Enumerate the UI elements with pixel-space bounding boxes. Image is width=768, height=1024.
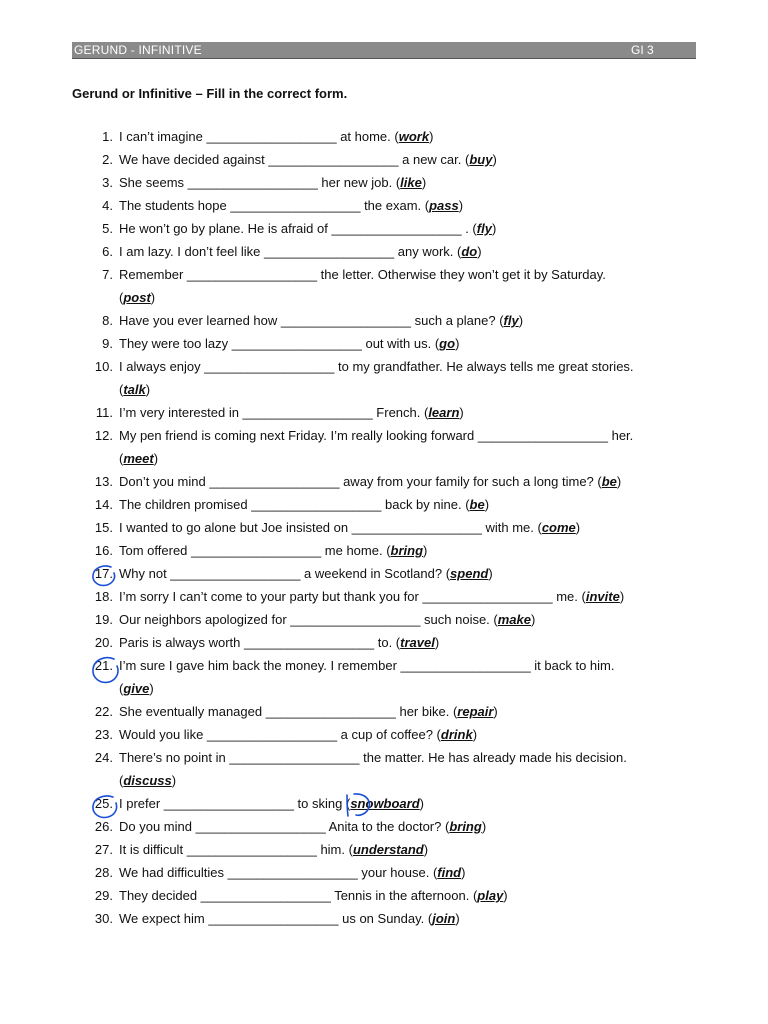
sentence-line <box>119 884 699 907</box>
exercise-item <box>0 723 768 746</box>
answer-blank[interactable]: __________________ <box>187 175 318 190</box>
exercise-item <box>0 838 768 861</box>
exercise-item <box>0 148 768 171</box>
answer-blank[interactable]: __________________ <box>477 428 608 443</box>
exercise-item <box>0 424 768 470</box>
sentence-text: the letter. Otherwise they won’t get it by Saturday. <box>317 267 606 282</box>
answer-blank[interactable]: __________________ <box>251 497 382 512</box>
sentence-text: I’m very interested in <box>119 405 243 420</box>
answer-blank[interactable]: __________________ <box>209 474 340 489</box>
exercise-number: 27. <box>94 842 113 857</box>
sentence-text: any work. ( <box>394 244 462 259</box>
verb-hint: like <box>400 175 422 190</box>
exercise-item <box>0 332 768 355</box>
exercise-number: 5. <box>102 221 113 236</box>
sentence-text: ( <box>119 451 124 466</box>
sentence-text: The children promised <box>119 497 252 512</box>
sentence-text: The students hope <box>119 198 231 213</box>
exercise-item <box>0 907 768 930</box>
answer-blank[interactable]: __________________ <box>191 543 322 558</box>
exercise-number: 16. <box>94 543 113 558</box>
verb-hint: fly <box>476 221 492 236</box>
exercise-item <box>0 792 768 815</box>
sentence-line <box>119 447 699 470</box>
sentence-line <box>119 516 699 539</box>
sentence-line <box>119 378 699 401</box>
answer-blank[interactable]: __________________ <box>206 129 337 144</box>
exercise-number: 24. <box>94 750 113 765</box>
verb-hint: discuss <box>123 773 172 788</box>
answer-blank[interactable]: __________________ <box>264 244 395 259</box>
sentence-text: with me. ( <box>481 520 542 535</box>
sentence-line <box>119 815 699 838</box>
answer-blank[interactable]: __________________ <box>204 359 335 374</box>
exercise-item <box>0 355 768 401</box>
sentence-text: ) <box>171 773 177 788</box>
exercise-list <box>0 125 768 930</box>
exercise-item <box>0 562 768 585</box>
sentence-text: ( <box>119 290 124 305</box>
sentence-text: ) <box>575 520 581 535</box>
verb-hint: repair <box>457 704 494 719</box>
sentence-text: Do you mind <box>119 819 196 834</box>
sentence-text: She eventually managed <box>119 704 266 719</box>
sentence-line <box>119 585 699 608</box>
sentence-line <box>119 194 699 217</box>
sentence-text: it back to him. <box>530 658 615 673</box>
sentence-text: He won’t go by plane. He is afraid of <box>119 221 332 236</box>
exercise-number: 20. <box>94 635 113 650</box>
exercise-number: 1. <box>102 129 113 144</box>
sentence-line <box>119 286 699 309</box>
verb-hint: play <box>477 888 504 903</box>
sentence-line <box>119 769 699 792</box>
verb-hint: pass <box>429 198 459 213</box>
verb-hint: buy <box>469 152 493 167</box>
exercise-number: 6. <box>102 244 113 259</box>
exercise-item <box>0 125 768 148</box>
sentence-text: They were too lazy <box>119 336 232 351</box>
sentence-text: ) <box>455 911 460 926</box>
answer-blank[interactable]: __________________ <box>208 911 339 926</box>
answer-blank[interactable]: __________________ <box>229 750 360 765</box>
verb-hint: work <box>398 129 430 144</box>
sentence-text: French. ( <box>372 405 429 420</box>
exercise-item <box>0 240 768 263</box>
exercise-number: 18. <box>94 589 113 604</box>
sentence-text: a cup of coffee? ( <box>337 727 441 742</box>
sentence-text: I prefer <box>119 796 164 811</box>
sentence-text: ) <box>503 888 508 903</box>
exercise-number: 19. <box>94 612 113 627</box>
sentence-line <box>119 309 699 332</box>
sentence-text: to. ( <box>374 635 401 650</box>
sentence-text: him. ( <box>316 842 353 857</box>
sentence-text: It is difficult <box>119 842 187 857</box>
sentence-text: ) <box>488 566 493 581</box>
verb-hint: be <box>469 497 485 512</box>
exercise-item <box>0 608 768 631</box>
answer-blank[interactable]: __________________ <box>280 313 412 328</box>
answer-blank[interactable]: __________________ <box>351 520 482 535</box>
sentence-text: ing <box>325 796 343 811</box>
exercise-number: 17. <box>94 566 113 581</box>
verb-hint: talk <box>123 382 146 397</box>
exercise-item <box>0 309 768 332</box>
exercise-item <box>0 654 768 700</box>
sentence-text: Tennis in the afternoon. ( <box>330 888 478 903</box>
answer-blank[interactable]: __________________ <box>331 221 462 236</box>
sentence-text: ) <box>484 497 490 512</box>
sentence-text: us on Sunday. ( <box>338 911 433 926</box>
sentence-text: I am lazy. I don’t feel like <box>119 244 264 259</box>
sentence-text: ) <box>419 796 425 811</box>
exercise-item <box>0 401 768 424</box>
answer-blank[interactable]: __________________ <box>290 612 421 627</box>
sentence-text: ) <box>429 129 434 144</box>
answer-blank[interactable]: __________________ <box>206 727 338 742</box>
sentence-text: . ( <box>461 221 477 236</box>
exercise-item <box>0 884 768 907</box>
answer-blank[interactable]: __________________ <box>163 796 294 811</box>
sentence-text: ) <box>150 290 156 305</box>
verb-hint: come <box>541 520 576 535</box>
sentence-text: to sk <box>293 796 326 811</box>
answer-blank[interactable]: __________________ <box>230 198 361 213</box>
sentence-text: her new job. ( <box>317 175 401 190</box>
sentence-line <box>119 470 699 493</box>
answer-blank[interactable]: __________________ <box>186 267 318 282</box>
sentence-line <box>119 263 699 286</box>
verb-hint: bring <box>449 819 482 834</box>
answer-blank[interactable]: __________________ <box>195 819 326 834</box>
verb-hint: be <box>601 474 617 489</box>
exercise-number: 28. <box>94 865 113 880</box>
verb-hint: bring <box>390 543 424 558</box>
sentence-text: me. ( <box>552 589 586 604</box>
sentence-text: I’m sorry I can’t come to your party but thank you for <box>119 589 423 604</box>
verb-hint: go <box>439 336 456 351</box>
sentence-text: ) <box>423 543 428 558</box>
verb-hint: understand <box>352 842 424 857</box>
sentence-text: Would you like <box>119 727 207 742</box>
verb-hint: learn <box>428 405 460 420</box>
exercise-number: 22. <box>94 704 113 719</box>
sentence-text: ) <box>616 474 622 489</box>
sentence-text: ) <box>493 704 498 719</box>
verb-hint: find <box>437 865 462 880</box>
verb-hint: spend <box>450 566 489 581</box>
sentence-text: I wanted to go alone but Joe insisted on <box>119 520 352 535</box>
answer-blank[interactable]: __________________ <box>170 566 301 581</box>
exercise-number: 3. <box>102 175 113 190</box>
sentence-text: ) <box>421 175 427 190</box>
sentence-line <box>119 148 699 171</box>
sentence-text: I’m sure I gave him back the money. I remember <box>119 658 401 673</box>
verb-hint: fly <box>503 313 519 328</box>
sentence-text: out with us. ( <box>361 336 440 351</box>
answer-blank[interactable]: __________________ <box>231 336 362 351</box>
sentence-text: me home. ( <box>321 543 391 558</box>
sentence-text: your house. ( <box>357 865 438 880</box>
exercise-number: 13. <box>94 474 113 489</box>
sentence-line <box>119 723 699 746</box>
sentence-text: ) <box>149 681 154 696</box>
verb-hint: post <box>123 290 151 305</box>
exercise-number: 7. <box>102 267 113 282</box>
answer-blank[interactable]: __________________ <box>200 888 331 903</box>
exercise-item <box>0 171 768 194</box>
exercise-item <box>0 585 768 608</box>
exercise-item <box>0 516 768 539</box>
sentence-line <box>119 746 699 769</box>
sentence-text: ) <box>472 727 478 742</box>
sentence-text: We expect him <box>119 911 209 926</box>
header-title: GERUND - INFINITIVE <box>74 43 202 57</box>
exercise-number: 29. <box>94 888 113 903</box>
sentence-text: We had difficulties <box>119 865 228 880</box>
sentence-text: the matter. He has already made his decision. <box>359 750 627 765</box>
sentence-text: There’s no point in <box>119 750 230 765</box>
sentence-line <box>119 125 699 148</box>
exercise-item <box>0 263 768 309</box>
exercise-number: 26. <box>94 819 113 834</box>
answer-blank[interactable]: __________________ <box>400 658 531 673</box>
sentence-text: a weekend in Scotland? ( <box>300 566 451 581</box>
sentence-text: such noise. ( <box>420 612 498 627</box>
sentence-text: Don’t you mind <box>119 474 210 489</box>
exercise-number: 21. <box>94 658 113 673</box>
answer-blank[interactable]: __________________ <box>186 842 317 857</box>
exercise-item <box>0 861 768 884</box>
sentence-line <box>119 217 699 240</box>
sentence-line <box>119 792 699 815</box>
verb-hint: make <box>497 612 531 627</box>
sentence-text: ) <box>619 589 625 604</box>
exercise-number: 10. <box>94 359 113 374</box>
sentence-text: such a plane? ( <box>411 313 504 328</box>
exercise-number: 30. <box>94 911 113 926</box>
exercise-item <box>0 746 768 792</box>
sentence-text: ) <box>491 221 497 236</box>
sentence-text: ) <box>477 244 482 259</box>
sentence-text: Anita to the doctor? ( <box>325 819 450 834</box>
sentence-text: her. <box>607 428 634 443</box>
sentence-text: I always enjoy <box>119 359 205 374</box>
sentence-text: ) <box>455 336 460 351</box>
header-code: GI 3 <box>631 43 654 57</box>
sentence-text: to my grandfather. He always tells me great stories. <box>334 359 634 374</box>
sentence-line <box>119 493 699 516</box>
sentence-text: ( <box>119 681 124 696</box>
sentence-text: Tom offered <box>119 543 192 558</box>
sentence-text: ) <box>434 635 440 650</box>
sentence-line <box>119 171 699 194</box>
sentence-line <box>119 539 699 562</box>
answer-blank[interactable]: __________________ <box>268 152 399 167</box>
sentence-text: ) <box>145 382 151 397</box>
exercise-number: 15. <box>94 520 113 535</box>
sentence-text: Why not <box>119 566 171 581</box>
exercise-item <box>0 493 768 516</box>
exercise-item <box>0 194 768 217</box>
answer-blank[interactable]: __________________ <box>242 405 373 420</box>
exercise-item <box>0 539 768 562</box>
verb-hint: join <box>432 911 456 926</box>
sentence-text: They decided <box>119 888 201 903</box>
exercise-number: 2. <box>102 152 113 167</box>
verb-hint: meet <box>123 451 154 466</box>
sentence-line <box>119 332 699 355</box>
sentence-line <box>119 240 699 263</box>
sentence-text: ( <box>119 382 124 397</box>
sentence-text: We have decided against <box>119 152 269 167</box>
exercise-number: 4. <box>102 198 113 213</box>
sentence-text: away from your family for such a long time? ( <box>339 474 602 489</box>
exercise-number: 14. <box>94 497 113 512</box>
sentence-text: ) <box>461 865 466 880</box>
sentence-text: ) <box>458 198 464 213</box>
sentence-line <box>119 654 699 677</box>
sentence-text: ) <box>423 842 429 857</box>
exercise-number: 23. <box>94 727 113 742</box>
sentence-line <box>119 355 699 378</box>
exercise-number: 9. <box>102 336 113 351</box>
sentence-line <box>119 424 699 447</box>
answer-blank[interactable]: __________________ <box>227 865 358 880</box>
sentence-text: her bike. ( <box>395 704 458 719</box>
sentence-text: at home. ( <box>336 129 399 144</box>
sentence-line <box>119 700 699 723</box>
sentence-text: the exam. ( <box>360 198 430 213</box>
verb-hint: give <box>123 681 150 696</box>
sentence-text: ) <box>492 152 497 167</box>
sentence-text: ( <box>342 796 351 811</box>
sentence-line <box>119 838 699 861</box>
exercise-item <box>0 470 768 493</box>
verb-hint: do <box>461 244 478 259</box>
sentence-line <box>119 677 699 700</box>
sentence-text: ) <box>518 313 524 328</box>
verb-hint: travel <box>400 635 435 650</box>
sentence-text: ( <box>119 773 124 788</box>
verb-hint: snowboard <box>350 796 420 811</box>
exercise-number: 12. <box>94 428 113 443</box>
page-title: Gerund or Infinitive – Fill in the correct form. <box>72 86 348 101</box>
answer-blank[interactable]: __________________ <box>265 704 396 719</box>
sentence-text: My pen friend is coming next Friday. I’m really looking forward <box>119 428 478 443</box>
sentence-text: I can’t imagine <box>119 129 207 144</box>
sentence-text: ) <box>153 451 159 466</box>
sentence-text: Remember <box>119 267 187 282</box>
sentence-text: She seems <box>119 175 188 190</box>
sentence-line <box>119 401 699 424</box>
exercise-item <box>0 631 768 654</box>
sentence-text: ) <box>481 819 487 834</box>
exercise-number: 11. <box>95 405 113 420</box>
sentence-text: a new car. ( <box>398 152 470 167</box>
sentence-text: Our neighbors apologized for <box>119 612 291 627</box>
exercise-item <box>0 700 768 723</box>
sentence-text: ) <box>459 405 464 420</box>
exercise-number: 8. <box>102 313 113 328</box>
sentence-text: Have you ever learned how <box>119 313 281 328</box>
verb-hint: drink <box>440 727 473 742</box>
sentence-text: ) <box>531 612 536 627</box>
verb-hint: invite <box>585 589 620 604</box>
sentence-text: Paris is always worth <box>119 635 244 650</box>
sentence-line <box>119 631 699 654</box>
answer-blank[interactable]: __________________ <box>422 589 553 604</box>
answer-blank[interactable]: __________________ <box>243 635 375 650</box>
sentence-line <box>119 608 699 631</box>
sentence-line <box>119 861 699 884</box>
header-bar <box>72 42 696 59</box>
sentence-text: back by nine. ( <box>381 497 470 512</box>
exercise-item <box>0 815 768 838</box>
sentence-line <box>119 562 699 585</box>
sentence-line <box>119 907 699 930</box>
exercise-item <box>0 217 768 240</box>
exercise-number: 25. <box>94 796 113 811</box>
